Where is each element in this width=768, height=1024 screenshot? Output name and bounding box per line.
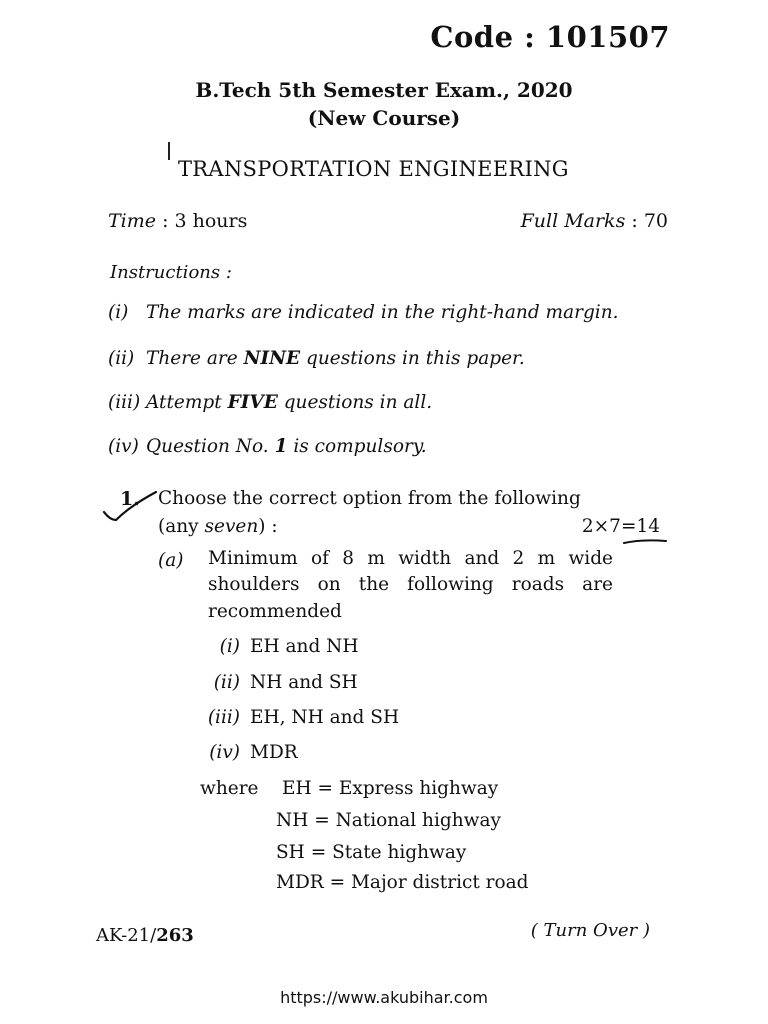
instruction-emphasis: 1	[274, 436, 288, 457]
handwritten-tick-mark	[168, 142, 170, 160]
turn-over-label: ( Turn Over )	[530, 920, 650, 941]
option-number: (i)	[219, 636, 240, 657]
instruction-emphasis: NINE	[243, 348, 301, 369]
instruction-item	[108, 392, 432, 413]
instruction-item	[108, 302, 619, 323]
part-a-label: (a)	[158, 550, 184, 571]
abbreviation-line: EH = Express highway	[282, 778, 499, 799]
abbreviation-line: MDR = Major district road	[276, 872, 529, 893]
instruction-text-end: questions in this paper.	[300, 348, 525, 369]
paper-code: Code : 101507	[430, 20, 670, 54]
question-1-number: 1.	[120, 488, 140, 510]
full-marks-label: Full Marks	[520, 210, 626, 232]
exam-title: B.Tech 5th Semester Exam., 2020	[195, 78, 573, 102]
footer-code-number: 263	[156, 925, 194, 946]
instruction-number: (ii)	[108, 348, 135, 369]
handwritten-underline-icon	[622, 537, 668, 547]
question-1-any: (any	[158, 516, 205, 537]
option-number: (ii)	[213, 672, 240, 693]
abbreviation-line: SH = State highway	[276, 842, 467, 863]
instruction-text: The marks are indicated in the right-hand margin.	[146, 302, 619, 323]
option-text: MDR	[250, 742, 298, 763]
question-1-prompt: Choose the correct option from the following	[158, 488, 581, 509]
part-a-text-line: Minimum of 8 m width and 2 m wide	[208, 548, 613, 569]
instruction-item	[108, 436, 427, 457]
instruction-text: Question No.	[146, 436, 275, 457]
instruction-text: Attempt	[146, 392, 228, 413]
course-label: (New Course)	[307, 106, 461, 130]
question-1-marks: 2×7=14	[581, 516, 660, 537]
question-1-any-count: seven	[204, 516, 259, 537]
instructions-heading: Instructions :	[110, 262, 232, 283]
source-url: https://www.akubihar.com	[280, 988, 488, 1007]
time-label: Time	[108, 210, 157, 232]
instruction-text-end: is compulsory.	[287, 436, 427, 457]
part-a-text-line: recommended	[208, 601, 342, 622]
time-info	[108, 210, 247, 232]
footer-paper-code	[96, 925, 194, 946]
footer-code-prefix: AK-21/	[96, 925, 157, 946]
question-1-any-end: ) :	[258, 516, 278, 537]
abbreviation-line: NH = National highway	[276, 810, 501, 831]
instruction-text: There are	[146, 348, 244, 369]
instruction-number: (iii)	[108, 392, 141, 413]
instruction-text-end: questions in all.	[277, 392, 433, 413]
subject-title: TRANSPORTATION ENGINEERING	[178, 157, 569, 181]
option-text: EH and NH	[250, 636, 359, 657]
instruction-emphasis: FIVE	[227, 392, 278, 413]
option-text: EH, NH and SH	[250, 707, 400, 728]
time-value: : 3 hours	[162, 210, 248, 232]
full-marks-info	[521, 210, 668, 232]
where-label: where	[200, 778, 259, 799]
question-1-instruction	[158, 516, 278, 537]
instruction-number: (iv)	[108, 436, 139, 457]
option-number: (iii)	[207, 707, 240, 728]
instruction-item	[108, 348, 525, 369]
option-number: (iv)	[209, 742, 240, 763]
option-text: NH and SH	[250, 672, 358, 693]
part-a-text-line: shoulders on the following roads are	[208, 574, 613, 595]
full-marks-value: : 70	[631, 210, 668, 232]
instruction-number: (i)	[108, 302, 129, 323]
